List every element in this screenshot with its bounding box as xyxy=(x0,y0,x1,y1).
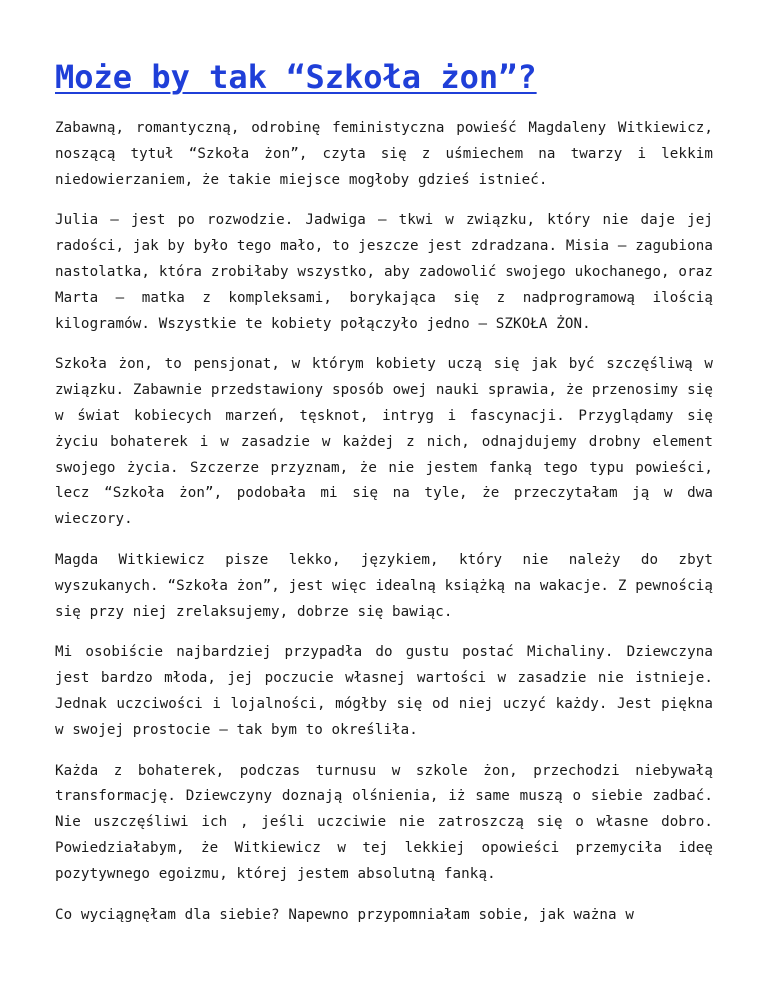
paragraph-1: Zabawną, romantyczną, odrobinę feministyczna powieść Magdaleny Witkiewicz, noszącą tytuł “Szkoła żon”, czyta się z uśmiechem na twarzy i lekkim niedowierzaniem, że takie miejsce mogłoby gdzieś istnieć. xyxy=(55,120,713,188)
paragraph-4: Magda Witkiewicz pisze lekko, językiem, który nie należy do zbyt wyszukanych. “Szkoła żon”, jest więc idealną książką na wakacje. Z pewnością się przy niej zrelaksujemy, dobrze się bawiąc. xyxy=(55,551,713,620)
paragraph-5: Mi osobiście najbardziej przypadła do gustu postać Michaliny. Dziewczyna jest bardzo młoda, jej poczucie własnej wartości w zasadzie nie istnieje. Jednak uczciwości i lojalności, mógłby się od niej uczyć każdy. Jest piękna w swojej prostocie – tak bym to określiła. xyxy=(55,644,713,738)
paragraph-3: Szkoła żon, to pensjonat, w którym kobiety uczą się jak być szczęśliwą w związku. Zabawnie przedstawiony sposób owej nauki sprawia, że przenosimy się w świat kobiecych marzeń, tęsknot, intryg i fascynacji. Przyglądamy się życiu bohaterek i w zasadzie w każdej z nich, odnajdujemy drobny element swojego życia. Szczerze przyznam, że nie jestem fanką tego typu powieści, lecz “Szkoła żon”, podobała mi się na tyle, że przeczytałam ją w dwa wieczory. xyxy=(55,356,713,528)
article-title-link[interactable]: Może by tak “Szkoła żon”? xyxy=(55,58,537,96)
paragraph-2: Julia – jest po rozwodzie. Jadwiga – tkwi w związku, który nie daje jej radości, jak by było tego mało, to jeszcze jest zdradzana. Misia – zagubiona nastolatka, która zrobiłaby wszystko, aby zadowolić swojego ukochanego, oraz Marta – matka z kompleksami, borykająca się z nadprogramową ilością kilogramów. Wszystkie te kobiety połączyło jedno – SZKOŁA ŻON. xyxy=(55,212,713,332)
paragraph-6: Każda z bohaterek, podczas turnusu w szkole żon, przechodzi niebywałą transformację. Dziewczyny doznają olśnienia, iż same muszą o siebie zadbać. Nie uszczęśliwi ich , jeśli uczciwie nie zatroszczą się o własne dobro. Powiedziałabym, że Witkiewicz w tej lekkiej opowieści przemyciła ideę pozytywnego egoizmu, której jestem absolutną fanką. xyxy=(55,762,713,882)
article xyxy=(55,52,713,943)
paragraph-7: Co wyciągnęłam dla siebie? Napewno przypomniałam sobie, jak ważna w xyxy=(55,906,634,923)
